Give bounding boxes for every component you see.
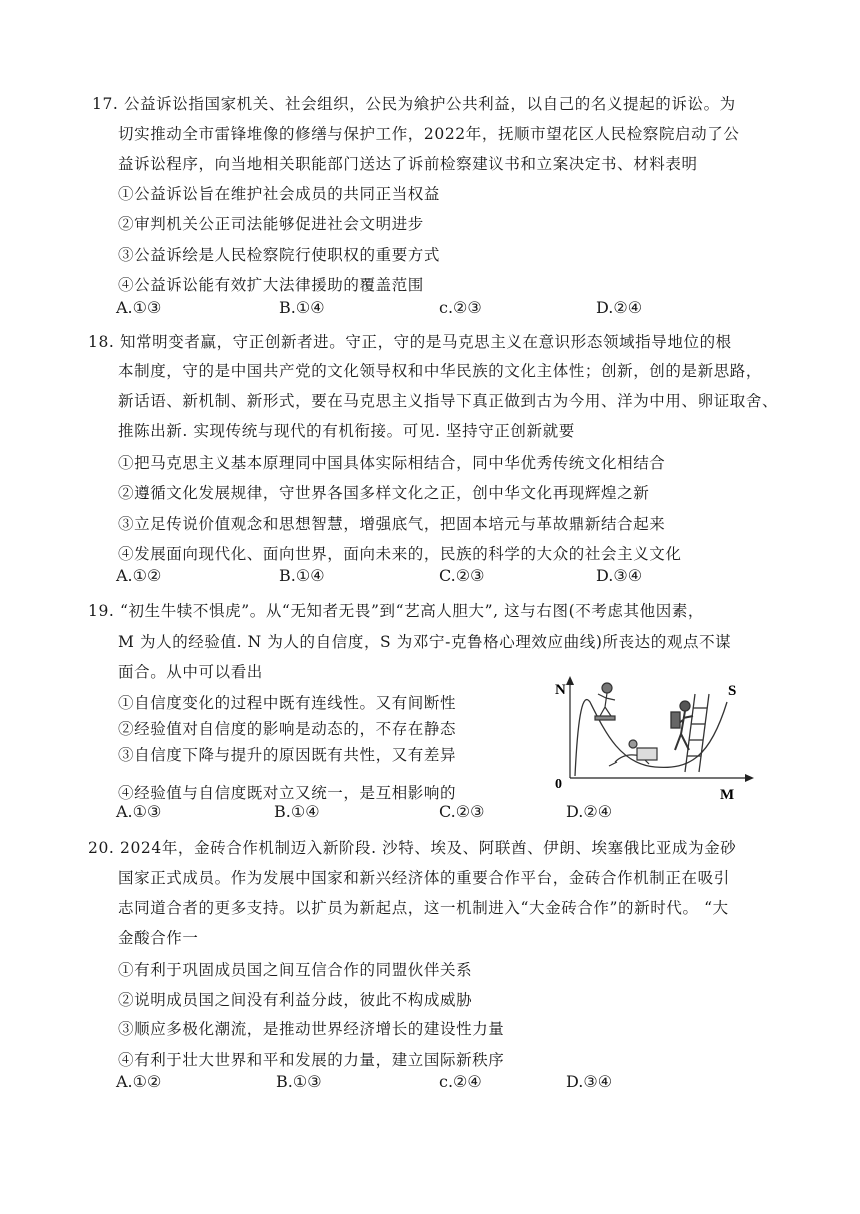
- question-stem-line: 17. 公益诉讼指国家机关、社会组织，公民为飨护公共利益，以自己的名义提起的诉讼。为: [92, 95, 736, 113]
- climbing-expert-illustration: [671, 694, 709, 772]
- question-stem-line: 本制度，守的是中国共产党的文化领导权和中华民族的文化主体性；创新，创的是新思路，: [118, 362, 763, 380]
- answer-choice-c[interactable]: c.②④: [439, 1072, 482, 1091]
- answer-choice-c[interactable]: c.②③: [439, 298, 482, 317]
- fallen-person-illustration: [609, 740, 657, 766]
- statement-option: ②经验值对自信度的影响是动态的，不存在静态: [118, 720, 457, 738]
- statement-option: ④发展面向现代化、面向世界，面向未来的，民族的科学的大众的社会主义文化: [118, 545, 682, 563]
- question-stem-line: M 为人的经验值. N 为人的自信度，S 为邓宁-克鲁格心理效应曲线)所丧达的观点不谋: [118, 633, 732, 651]
- question-stem-line: 面合。从中可以看出: [118, 663, 263, 681]
- statement-option: ④经验值与自信度既对立又统一，是互相影响的: [118, 784, 457, 802]
- statement-option: ④公益诉讼能有效扩大法律援助的覆盖范围: [118, 276, 424, 294]
- statement-option: ③顺应多极化潮流，是推动世界经济增长的建设性力量: [118, 1020, 505, 1038]
- statement-option: ④有利于壮大世界和平和发展的力量，建立国际新秩序: [118, 1051, 505, 1069]
- dunning-kruger-figure: [545, 672, 770, 804]
- question-stem-line: 益诉讼程序，向当地相关职能部门送达了诉前检察建议书和立案决定书、材料表明: [118, 155, 698, 173]
- statement-option: ①自信度变化的过程中既有连线性。又有间断性: [118, 694, 457, 712]
- answer-choice-c[interactable]: C.②③: [439, 802, 485, 821]
- answer-choice-d[interactable]: D.②④: [566, 802, 613, 821]
- statement-option: ②遵循文化发展规律，守世界各国多样文化之正，创中华文化再现辉煌之新: [118, 484, 650, 502]
- x-axis-arrow-icon: [745, 774, 754, 782]
- answer-choice-b[interactable]: B.①④: [279, 566, 325, 585]
- question-stem-line: 金酸合作一: [118, 929, 199, 947]
- answer-choice-a[interactable]: A.①②: [116, 566, 162, 585]
- statement-option: ①公益诉讼旨在维护社会成员的共同正当权益: [118, 185, 441, 203]
- origin-label: 0: [555, 777, 562, 792]
- y-axis-label: N: [555, 682, 566, 698]
- answer-choice-b[interactable]: B.①③: [276, 1072, 322, 1091]
- s-curve: [575, 700, 727, 776]
- statement-option: ②说明成员国之间没有利益分歧，彼此不构成威胁: [118, 991, 473, 1009]
- confident-novice-illustration: [595, 683, 615, 720]
- statement-option: ③自信度下降与提升的原因既有共性，又有差异: [118, 746, 457, 764]
- question-stem-line: 推陈出新. 实现传统与现代的有机衔接。可见. 坚持守正创新就要: [118, 422, 575, 440]
- question-stem-line: 志同道合者的更多支持。以扩员为新起点，这一机制进入“大金砖合作”的新时代。 “大: [118, 899, 729, 917]
- y-axis-arrow-icon: [566, 676, 574, 685]
- question-stem-line: 18. 知常明变者赢，守正创新者进。守正，守的是马克思主义在意识形态领域指导地位的根: [88, 333, 732, 351]
- answer-choice-a[interactable]: A.①②: [116, 1072, 162, 1091]
- answer-choice-a[interactable]: A.①③: [116, 802, 162, 821]
- question-stem-line: 19. “初生牛犊不惧虎”。从“无知者无畏”到“艺高人胆大”, 这与右图(不考虑其他因素，: [88, 602, 705, 620]
- question-stem-line: 20. 2024年，金砖合作机制迈入新阶段. 沙特、埃及、阿联酋、伊朗、埃塞俄比亚成为金砂: [88, 839, 737, 857]
- question-stem-line: 国家正式成员。作为发展中国家和新兴经济体的重要合作平台，金砖合作机制正在吸引: [118, 869, 730, 887]
- answer-choice-d[interactable]: D.②④: [596, 298, 643, 317]
- question-stem-line: 切实推动全市雷锋堆像的修缮与保护工作，2022年，抚顺市望花区人民检察院启动了公: [118, 125, 740, 143]
- answer-choice-a[interactable]: A.①③: [116, 298, 162, 317]
- answer-choice-c[interactable]: C.②③: [439, 566, 485, 585]
- curve-label: S: [728, 683, 737, 699]
- answer-choice-d[interactable]: D.③④: [596, 566, 643, 585]
- statement-option: ①有利于巩固成员国之间互信合作的同盟伙伴关系: [118, 961, 473, 979]
- question-stem-line: 新话语、新机制、新形式，要在马克思主义指导下真正做到古为今用、洋为中用、卵证取舍、: [118, 392, 779, 410]
- statement-option: ③公益诉绘是人民检察院行使职权的重要方式: [118, 246, 441, 264]
- answer-choice-b[interactable]: B.①④: [279, 298, 325, 317]
- statement-option: ③立足传说价值观念和思想智慧，增强底气，把固本培元与革故鼎新结合起来: [118, 515, 666, 533]
- statement-option: ②审判机关公正司法能够促进社会文明进步: [118, 215, 424, 233]
- answer-choice-b[interactable]: B.①④: [274, 802, 320, 821]
- x-axis-label: M: [720, 787, 735, 803]
- answer-choice-d[interactable]: D.③④: [566, 1072, 613, 1091]
- statement-option: ①把马克思主义基本原理同中国具体实际相结合，同中华优秀传统文化相结合: [118, 454, 666, 472]
